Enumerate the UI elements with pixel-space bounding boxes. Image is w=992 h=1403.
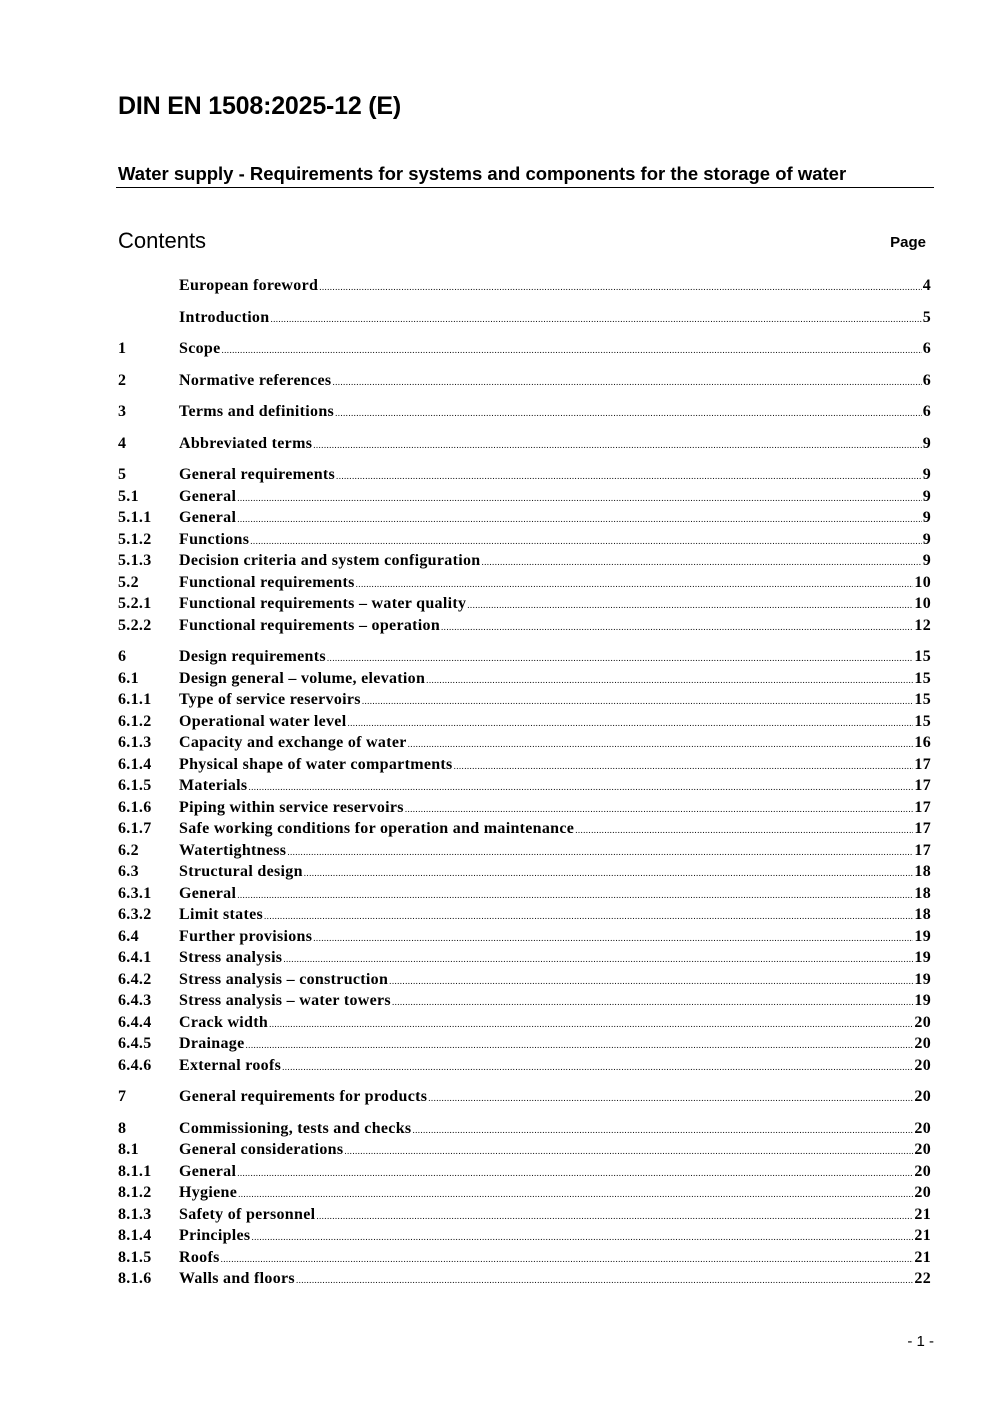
toc-title: General: [179, 488, 237, 505]
toc-number: 6.4.1: [118, 949, 152, 966]
toc-page-number: 15: [914, 670, 931, 687]
toc-leader: [405, 804, 914, 814]
toc-page-number: 17: [914, 842, 931, 859]
toc-title: Functional requirements: [179, 574, 355, 591]
toc-entry-5-1[interactable]: [118, 488, 931, 510]
toc-title: Design requirements: [179, 648, 326, 665]
toc-entry-6-1-6[interactable]: [118, 799, 931, 821]
toc-number: 2: [118, 372, 127, 389]
document-id: DIN EN 1508:2025-12 (E): [118, 92, 402, 120]
toc-number: 3: [118, 403, 127, 420]
toc-page-number: 20: [914, 1141, 931, 1158]
toc-leader: [319, 282, 922, 292]
toc-page-number: 18: [914, 863, 931, 880]
toc-title: Safe working conditions for operation and maintenance: [179, 820, 575, 837]
toc-entry-2[interactable]: [118, 372, 931, 394]
toc-page-number: 20: [914, 1057, 931, 1074]
toc-number: 6.1.7: [118, 820, 152, 837]
toc-title: General: [179, 885, 237, 902]
toc-page-number: 15: [914, 691, 931, 708]
toc-leader: [237, 890, 913, 900]
toc-title: Crack width: [179, 1014, 269, 1031]
toc-title: European foreword: [179, 277, 319, 294]
toc-title: Functional requirements – water quality: [179, 595, 467, 612]
toc-number: 8: [118, 1120, 127, 1137]
toc-page-number: 6: [922, 403, 931, 420]
toc-entry-8-1-3[interactable]: [118, 1206, 931, 1228]
toc-page-number: 18: [914, 885, 931, 902]
toc-entry-6-4-2[interactable]: [118, 971, 931, 993]
toc-leader: [316, 1211, 913, 1221]
toc-title: External roofs: [179, 1057, 282, 1074]
toc-entry-6-1-1[interactable]: [118, 691, 931, 713]
toc-leader: [335, 408, 922, 418]
toc-number: 8.1.1: [118, 1163, 152, 1180]
toc-page-number: 12: [914, 617, 931, 634]
toc-entry-6-1-4[interactable]: [118, 756, 931, 778]
toc-number: 5.2.2: [118, 617, 152, 634]
page-column-heading: Page: [890, 234, 926, 251]
toc-leader: [313, 440, 921, 450]
toc-number: 5.1: [118, 488, 139, 505]
toc-title: Materials: [179, 777, 248, 794]
toc-number: 7: [118, 1088, 127, 1105]
toc-number: 5.1.1: [118, 509, 152, 526]
toc-leader: [264, 911, 913, 921]
toc-leader: [287, 847, 913, 857]
toc-title: Decision criteria and system configuration: [179, 552, 481, 569]
toc-number: 6.4.4: [118, 1014, 152, 1031]
toc-title: Functional requirements – operation: [179, 617, 441, 634]
toc-entry-8-1-6[interactable]: [118, 1270, 931, 1292]
toc-title: General requirements for products: [179, 1088, 428, 1105]
toc-page-number: 20: [914, 1035, 931, 1052]
toc-page-number: 9: [922, 488, 931, 505]
toc-leader: [389, 976, 913, 986]
toc-number: 6.1.1: [118, 691, 152, 708]
toc-title: General: [179, 1163, 237, 1180]
toc-title: General: [179, 509, 237, 526]
toc-title: Structural design: [179, 863, 303, 880]
toc-entry-6-1-5[interactable]: [118, 777, 931, 799]
toc-leader: [270, 314, 921, 324]
toc-number: 8.1.4: [118, 1227, 152, 1244]
toc-entry-6-3-1[interactable]: [118, 885, 931, 907]
toc-entry-8-1-4[interactable]: [118, 1227, 931, 1249]
toc-title: Terms and definitions: [179, 403, 335, 420]
toc-number: 6.4.2: [118, 971, 152, 988]
toc-page-number: 15: [914, 713, 931, 730]
page-number: - 1 -: [907, 1333, 934, 1350]
toc-page-number: 21: [914, 1206, 931, 1223]
toc-leader: [250, 536, 921, 546]
contents-heading: Contents: [118, 228, 207, 253]
toc-entry-8-1-1[interactable]: [118, 1163, 931, 1185]
toc-page-number: 9: [922, 531, 931, 548]
toc-number: 6: [118, 648, 127, 665]
toc-title: Roofs: [179, 1249, 220, 1266]
toc-leader: [222, 345, 922, 355]
toc-entry-8-1-2[interactable]: [118, 1184, 931, 1206]
toc-title: Stress analysis – construction: [179, 971, 389, 988]
toc-title: Stress analysis: [179, 949, 283, 966]
toc-entry-6-3-2[interactable]: [118, 906, 931, 928]
toc-leader: [282, 1062, 913, 1072]
toc-entry-6-4-1[interactable]: [118, 949, 931, 971]
toc-page-number: 10: [914, 595, 931, 612]
toc-title: Abbreviated terms: [179, 435, 313, 452]
toc-entry-introduction[interactable]: [118, 309, 931, 331]
toc-number: 5.2.1: [118, 595, 152, 612]
toc-leader: [362, 696, 914, 706]
toc-leader: [467, 600, 913, 610]
toc-entry-5-2[interactable]: [118, 574, 931, 596]
toc-leader: [454, 761, 914, 771]
toc-page-number: 19: [914, 949, 931, 966]
toc-number: 6.3: [118, 863, 139, 880]
toc-entry-6-1-3[interactable]: [118, 734, 931, 756]
toc-entry-5-1-3[interactable]: [118, 552, 931, 574]
toc-page-number: 21: [914, 1227, 931, 1244]
toc-page-number: 18: [914, 906, 931, 923]
toc-entry-6-3[interactable]: [118, 863, 931, 885]
toc-page-number: 9: [922, 435, 931, 452]
toc-entry-5-1-1[interactable]: [118, 509, 931, 531]
toc-number: 8.1.5: [118, 1249, 152, 1266]
toc-leader: [304, 868, 914, 878]
toc-entry-6-4-3[interactable]: [118, 992, 931, 1014]
toc-entry-3[interactable]: [118, 403, 931, 425]
toc-leader: [412, 1125, 913, 1135]
toc-entry-1[interactable]: [118, 340, 931, 362]
toc-leader: [221, 1254, 914, 1264]
toc-entry-6-2[interactable]: [118, 842, 931, 864]
toc-number: 6.2: [118, 842, 139, 859]
toc-leader: [392, 997, 913, 1007]
toc-page-number: 9: [922, 466, 931, 483]
toc-leader: [575, 825, 913, 835]
toc-title: Hygiene: [179, 1184, 238, 1201]
toc-number: 5.1.3: [118, 552, 152, 569]
toc-entry-6-4-5[interactable]: [118, 1035, 931, 1057]
toc-title: Type of service reservoirs: [179, 691, 361, 708]
toc-entry-6-4[interactable]: [118, 928, 931, 950]
toc-title: Physical shape of water compartments: [179, 756, 453, 773]
toc-title: Limit states: [179, 906, 264, 923]
toc-title: Commissioning, tests and checks: [179, 1120, 412, 1137]
toc-entry-foreword[interactable]: [118, 277, 931, 299]
toc-title: Normative references: [179, 372, 332, 389]
toc-leader: [441, 622, 913, 632]
toc-number: 6.4: [118, 928, 139, 945]
toc-number: 6.1.3: [118, 734, 152, 751]
toc-leader: [238, 1189, 913, 1199]
toc-leader: [237, 514, 921, 524]
toc-title: General considerations: [179, 1141, 344, 1158]
toc-leader: [327, 653, 914, 663]
toc-number: 1: [118, 340, 127, 357]
toc-entry-7[interactable]: [118, 1088, 931, 1110]
toc-number: 6.1: [118, 670, 139, 687]
toc-page-number: 20: [914, 1120, 931, 1137]
toc-number: 8.1.3: [118, 1206, 152, 1223]
toc-entry-8-1-5[interactable]: [118, 1249, 931, 1271]
toc-number: 6.1.5: [118, 777, 152, 794]
toc-page-number: 4: [922, 277, 931, 294]
toc-title: Watertightness: [179, 842, 287, 859]
toc-leader: [246, 1040, 914, 1050]
toc-number: 6.1.4: [118, 756, 152, 773]
toc-page-number: 20: [914, 1163, 931, 1180]
toc-entry-5-2-1[interactable]: [118, 595, 931, 617]
toc-leader: [248, 782, 913, 792]
toc-number: 5: [118, 466, 127, 483]
toc-leader: [336, 471, 922, 481]
toc-page-number: 20: [914, 1088, 931, 1105]
toc-page-number: 17: [914, 756, 931, 773]
toc-leader: [313, 933, 913, 943]
toc-leader: [332, 377, 921, 387]
toc-number: 5.2: [118, 574, 139, 591]
toc-number: 6.4.6: [118, 1057, 152, 1074]
toc-page-number: 15: [914, 648, 931, 665]
toc-leader: [426, 675, 913, 685]
toc-number: 8.1.2: [118, 1184, 152, 1201]
toc-entry-6-1-2[interactable]: [118, 713, 931, 735]
toc-page-number: 19: [914, 971, 931, 988]
document-title: Water supply - Requirements for systems and components for the storage of water: [118, 163, 847, 184]
toc-entry-5-2-2[interactable]: [118, 617, 931, 639]
toc-entry-4[interactable]: [118, 435, 931, 457]
toc-page-number: 9: [922, 552, 931, 569]
toc-page-number: 17: [914, 799, 931, 816]
toc-page-number: 21: [914, 1249, 931, 1266]
toc-title: Drainage: [179, 1035, 245, 1052]
toc-title: Scope: [179, 340, 221, 357]
toc-number: 6.4.5: [118, 1035, 152, 1052]
toc-leader: [408, 739, 914, 749]
toc-entry-8[interactable]: [118, 1120, 931, 1142]
toc-number: 5.1.2: [118, 531, 152, 548]
toc-number: 6.3.2: [118, 906, 152, 923]
toc-page-number: 19: [914, 928, 931, 945]
toc-leader: [251, 1232, 913, 1242]
toc-entry-6[interactable]: [118, 648, 931, 670]
toc-leader: [347, 718, 913, 728]
toc-page-number: 9: [922, 509, 931, 526]
toc-page-number: 16: [914, 734, 931, 751]
toc-title: Walls and floors: [179, 1270, 295, 1287]
toc-title: Operational water level: [179, 713, 347, 730]
toc-number: 4: [118, 435, 127, 452]
toc-page-number: 10: [914, 574, 931, 591]
toc-leader: [237, 493, 921, 503]
toc-page-number: 20: [914, 1184, 931, 1201]
toc-number: 8.1.6: [118, 1270, 152, 1287]
toc-number: 6.4.3: [118, 992, 152, 1009]
toc-title: Safety of personnel: [179, 1206, 316, 1223]
toc-leader: [296, 1275, 913, 1285]
toc-title: Capacity and exchange of water: [179, 734, 407, 751]
toc-page-number: 20: [914, 1014, 931, 1031]
toc-number: 6.3.1: [118, 885, 152, 902]
toc-title: Principles: [179, 1227, 251, 1244]
toc-leader: [481, 557, 921, 567]
toc-title: Stress analysis – water towers: [179, 992, 391, 1009]
toc-entry-8-1[interactable]: [118, 1141, 931, 1163]
toc-page-number: 22: [914, 1270, 931, 1287]
toc-page-number: 5: [922, 309, 931, 326]
toc-entry-6-4-4[interactable]: [118, 1014, 931, 1036]
toc-leader: [269, 1019, 913, 1029]
toc-page-number: 6: [922, 340, 931, 357]
toc-leader: [237, 1168, 913, 1178]
toc-leader: [283, 954, 913, 964]
toc-entry-6-1-7[interactable]: [118, 820, 931, 842]
toc-leader: [428, 1093, 913, 1103]
toc-title: General requirements: [179, 466, 336, 483]
toc-number: 8.1: [118, 1141, 139, 1158]
toc-entry-6-1[interactable]: [118, 670, 931, 692]
toc-title: Further provisions: [179, 928, 313, 945]
toc-title: Introduction: [179, 309, 270, 326]
toc-page-number: 6: [922, 372, 931, 389]
toc-number: 6.1.6: [118, 799, 152, 816]
toc-leader: [344, 1146, 913, 1156]
toc-page-number: 17: [914, 777, 931, 794]
toc-leader: [356, 579, 914, 589]
toc-title: Design general – volume, elevation: [179, 670, 426, 687]
toc-title: Piping within service reservoirs: [179, 799, 404, 816]
toc-number: 6.1.2: [118, 713, 152, 730]
toc-title: Functions: [179, 531, 250, 548]
toc-entry-6-4-6[interactable]: [118, 1057, 931, 1079]
toc-page-number: 19: [914, 992, 931, 1009]
toc-entry-5[interactable]: [118, 466, 931, 488]
toc-entry-5-1-2[interactable]: [118, 531, 931, 553]
title-underline: [116, 187, 934, 188]
toc-page-number: 17: [914, 820, 931, 837]
